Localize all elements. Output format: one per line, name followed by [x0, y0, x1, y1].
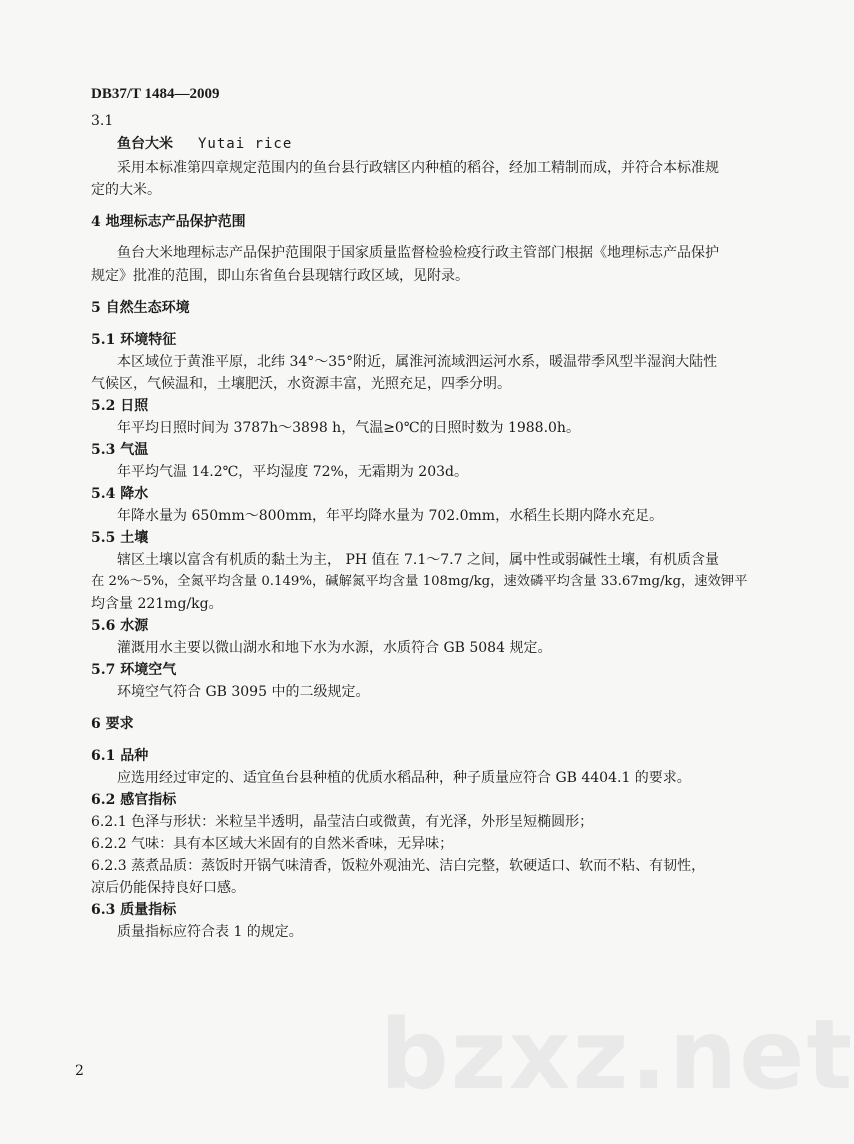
section-5-title: 5 自然生态环境 [91, 300, 190, 316]
term-chinese: 鱼台大米 [117, 136, 173, 152]
clause-5-6-title: 5.6 水源 [91, 618, 149, 634]
clause-6-2-1: 6.2.1 色泽与形状：米粒呈半透明，晶莹洁白或微黄，有光泽，外形呈短椭圆形； [91, 814, 594, 830]
clause-5-5-line-2: 在 2%～5%，全氮平均含量 0.149%，碱解氮平均含量 108mg/kg，速效磷平均含量 33.67mg/kg，速效钾平 [91, 574, 748, 589]
clause-5-2-text: 年平均日照时间为 3787h～3898 h，气温≥0℃的日照时数为 1988.0h。 [117, 420, 580, 436]
clause-5-5-line-1: 辖区土壤以富含有机质的黏土为主， PH 值在 7.1～7.7 之间，属中性或弱碱性土壤，有机质含量 [117, 552, 719, 568]
clause-6-2-2: 6.2.2 气味：具有本区域大米固有的自然米香味，无异味； [91, 836, 454, 852]
clause-6-3-text: 质量指标应符合表 1 的规定。 [117, 924, 303, 940]
clause-5-5-title: 5.5 土壤 [91, 530, 149, 546]
section-4-paragraph-line-1: 鱼台大米地理标志产品保护范围限于国家质量监督检验检疫行政主管部门根据《地理标志产品保护 [117, 245, 719, 261]
clause-6-2-3-line-1: 6.2.3 蒸煮品质：蒸饭时开锅气味清香，饭粒外观油光、洁白完整，软硬适口、软而不粘、有韧性， [91, 858, 706, 874]
section-6-title: 6 要求 [91, 716, 134, 732]
clause-5-1-title: 5.1 环境特征 [91, 332, 177, 348]
clause-5-5-line-3: 均含量 221mg/kg。 [91, 596, 223, 612]
clause-5-3-title: 5.3 气温 [91, 442, 149, 458]
watermark: bzxz.net [380, 999, 854, 1111]
clause-5-4-title: 5.4 降水 [91, 486, 149, 502]
clause-6-2-3-line-2: 凉后仍能保持良好口感。 [91, 880, 245, 896]
page-number: 2 [75, 1063, 84, 1079]
clause-5-3-text: 年平均气温 14.2℃，平均湿度 72%，无霜期为 203d。 [117, 464, 468, 480]
clause-5-1-line-2: 气候区，气候温和，土壤肥沃，水资源丰富，光照充足，四季分明。 [91, 376, 511, 392]
term-definition-line-1: 采用本标准第四章规定范围内的鱼台县行政辖区内种植的稻谷，经加工精制而成，并符合本标准规 [117, 160, 719, 176]
clause-5-2-title: 5.2 日照 [91, 398, 149, 414]
standard-code-header: DB37/T 1484—2009 [91, 86, 220, 102]
clause-5-7-title: 5.7 环境空气 [91, 662, 177, 678]
clause-5-1-line-1: 本区域位于黄淮平原，北纬 34°～35°附近，属淮河流域泗运河水系，暖温带季风型半湿润大陆性 [117, 354, 718, 370]
clause-5-4-text: 年降水量为 650mm～800mm，年平均降水量为 702.0mm，水稻生长期内降水充足。 [117, 508, 664, 524]
clause-5-6-text: 灌溉用水主要以微山湖水和地下水为水源，水质符合 GB 5084 规定。 [117, 640, 552, 656]
clause-6-1-title: 6.1 品种 [91, 748, 149, 764]
section-4-title: 4 地理标志产品保护范围 [91, 214, 246, 230]
term-english: Yutai rice [198, 136, 293, 152]
section-4-paragraph-line-2: 规定》批准的范围，即山东省鱼台县现辖行政区域，见附录。 [91, 268, 469, 284]
clause-number-3-1: 3.1 [91, 113, 114, 129]
clause-5-7-text: 环境空气符合 GB 3095 中的二级规定。 [117, 684, 370, 700]
clause-6-1-text: 应选用经过审定的、适宜鱼台县种植的优质水稻品种，种子质量应符合 GB 4404.1 的要求。 [117, 770, 691, 786]
clause-6-2-title: 6.2 感官指标 [91, 792, 177, 808]
term-definition-line-2: 定的大米。 [91, 182, 161, 198]
clause-6-3-title: 6.3 质量指标 [91, 902, 177, 918]
